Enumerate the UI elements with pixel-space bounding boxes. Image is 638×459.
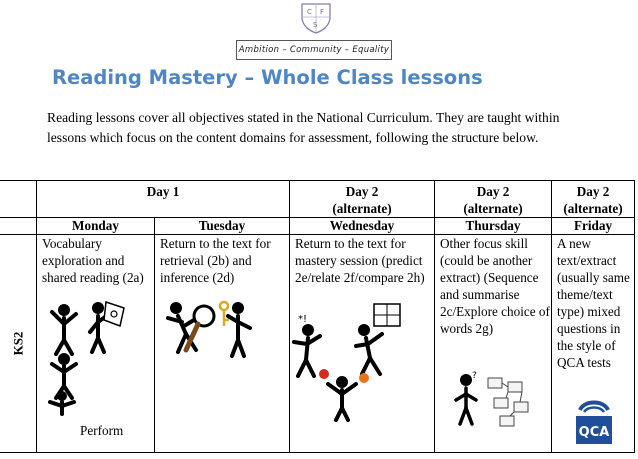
intro-paragraph: Reading lessons cover all objectives stated in the National Curriculum. They are taught within lessons which focus on the content domains for assessment, following the structure below.: [47, 110, 560, 145]
day2-thursday-header: [435, 181, 552, 218]
monday-cell: Vocabulary exploration and shared reading (2a): [37, 235, 155, 453]
svg-text:*!: *!: [298, 314, 308, 325]
school-crest-logo: [298, 2, 334, 34]
weekday-friday: Friday: [552, 218, 635, 235]
qca-logo-text: QCA: [578, 425, 610, 440]
svg-text:S: S: [313, 21, 318, 29]
friday-cell: A new text/extract (usually same theme/text type) mixed questions in the style of QCA tests: [552, 235, 635, 453]
svg-text:C: C: [307, 8, 312, 16]
ks2-label: KS2: [10, 331, 25, 356]
day-label: Day 1: [146, 184, 180, 199]
weekday-thursday: Thursday: [435, 218, 552, 235]
page-title: Reading Mastery – Whole Class lessons: [52, 66, 483, 89]
tuesday-cell: Return to the text for retrieval (2b) and inference (2d): [155, 235, 290, 453]
day-sublabel: (alternate): [332, 201, 392, 216]
weekday-row: [0, 218, 635, 235]
ks2-label-cell: [0, 235, 37, 453]
svg-text:F: F: [320, 8, 325, 16]
corner-cell: [0, 218, 37, 235]
day-label: Day 2: [476, 184, 510, 199]
day-label: Day 2: [576, 184, 610, 199]
day2-friday-header: [552, 181, 635, 218]
day2-wednesday-header: [290, 181, 435, 218]
thursday-cell: Other focus skill (could be another extract) (Sequence and summarise 2c/Explore choice of words 2g): [435, 235, 552, 453]
corner-cell: [0, 181, 37, 218]
day-sublabel: (alternate): [563, 201, 623, 216]
day-header-row: [0, 181, 635, 218]
weekday-monday: Monday: [37, 218, 155, 235]
sequencing-figure-illustration: [448, 370, 540, 430]
comparing-figures-illustration: [290, 298, 408, 422]
weekday-tuesday: Tuesday: [155, 218, 290, 235]
qca-logo: [574, 398, 614, 446]
performing-figures-illustration: [42, 298, 142, 424]
perform-caption: Perform: [80, 423, 124, 438]
day1-header: [37, 181, 290, 218]
school-motto: Ambition – Community – Equality: [236, 40, 392, 60]
wednesday-cell: Return to the text for mastery session (predict 2e/relate 2f/compare 2h): [290, 235, 435, 453]
magnifier-key-illustration: [164, 298, 276, 364]
day-label: Day 2: [345, 184, 379, 199]
day-sublabel: (alternate): [463, 201, 523, 216]
svg-text:?: ?: [472, 371, 477, 381]
weekday-wednesday: Wednesday: [290, 218, 435, 235]
